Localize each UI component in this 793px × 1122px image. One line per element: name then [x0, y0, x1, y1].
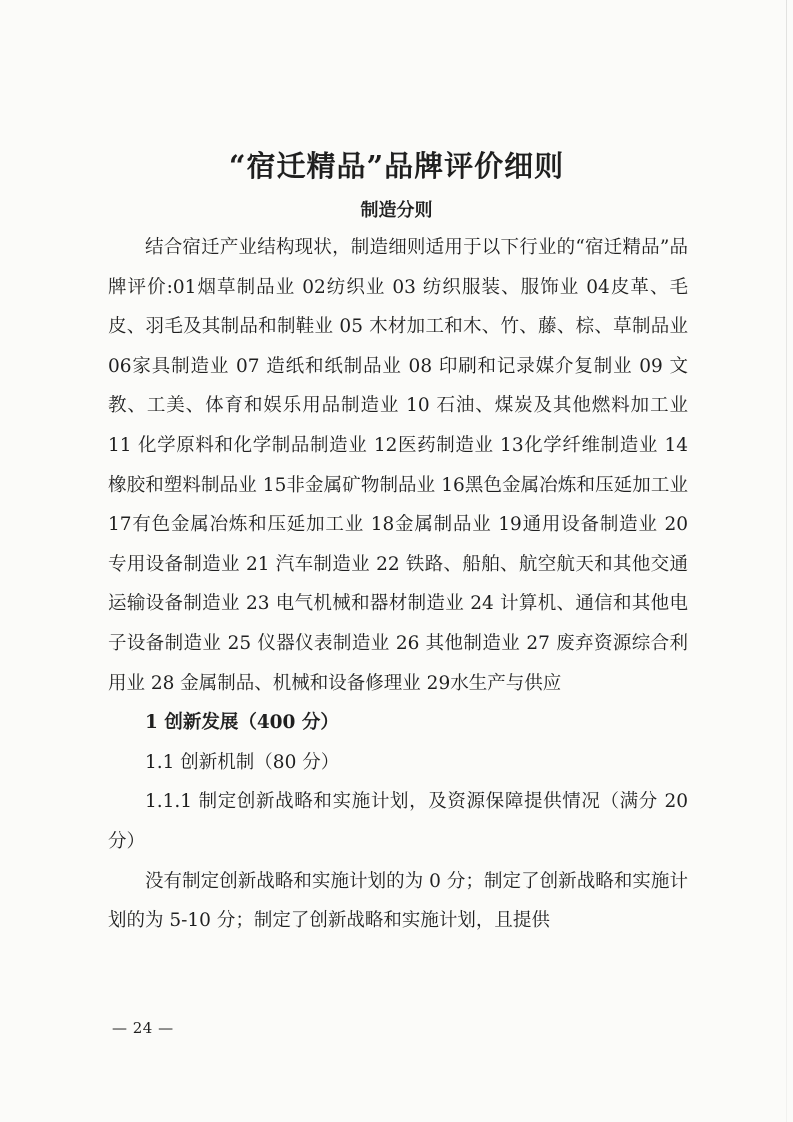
criterion-heading: 1.1.1 制定创新战略和实施计划，及资源保障提供情况（满分 20 分） — [108, 791, 688, 852]
industry-scope-paragraph: 结合宿迁产业结构现状，制造细则适用于以下行业的“宿迁精品”品牌评价:01烟草制品业 02纺织业 03 纺织服装、服饰业 04皮革、毛皮、羽毛及其制品和制鞋业 05 木材加工和木、竹、藤、棕、草制品业 06家具制造业 07 造纸和纸制品业 08 印刷和记录媒介复制业 09 文教、工美、体育和娱乐用品制造业 10 石油、煤炭及其他燃料加工业 11 化学原料和化学制品制造业 12医药制造业 13化学纤维制造业 14橡胶和塑料制品业 15非金属矿物制品业 16黑色金属冶炼和压延加工业 17有色金属冶炼和压延加工业 18金属制品业 19通用设备制造业 20 专用设备制造业 21 汽车制造业 22 铁路、船舶、航空航天和其他交通运输设备制造业 23 电气机械和器材制造业 24 计算机、通信和其他电子设备制造业 25 仪器仪表制造业 26 其他制造业 27 废弃资源综合利用业 28 金属制品、机械和设备修理业 29水生产与供应 — [108, 237, 688, 694]
document-body — [108, 228, 688, 941]
section-heading-innovation: 1 创新发展（400 分） — [145, 712, 339, 734]
criterion-description: 没有制定创新战略和实施计划的为 0 分；制定了创新战略和实施计划的为 5-10 分；制定了创新战略和实施计划，且提供 — [108, 870, 688, 932]
subsection-heading-mechanism: 1.1 创新机制（80 分） — [145, 751, 340, 773]
document-subtitle: 制造分则 — [360, 200, 433, 221]
page-number: — 24 — — [112, 1019, 174, 1037]
document-title: “宿迁精品”品牌评价细则 — [228, 149, 565, 183]
